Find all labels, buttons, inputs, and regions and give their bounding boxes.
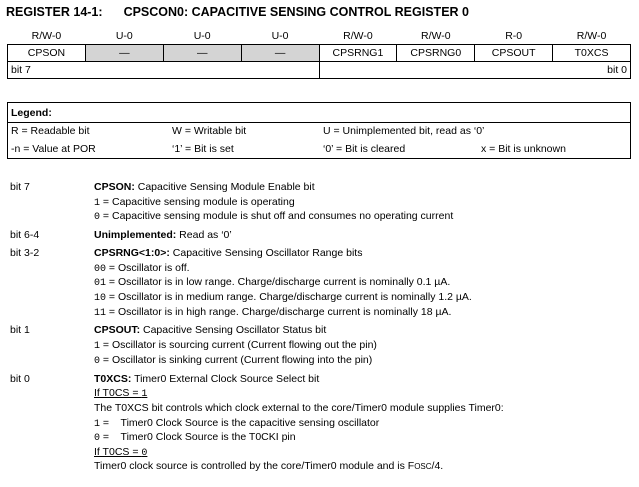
access-bit6: U-0 (115, 30, 133, 42)
bit0-desc: Timer0 External Clock Source Select bit (131, 373, 320, 385)
legend-unknown: x = Bit is unknown (481, 143, 566, 155)
bit1-label: bit 1 (10, 324, 30, 336)
legend-por: -n = Value at POR (11, 143, 96, 155)
bit32-desc: Capacitive Sensing Oscillator Range bits (169, 247, 363, 259)
access-bit0: R/W-0 (576, 30, 607, 42)
legend-readable: R = Readable bit (11, 125, 90, 137)
bit0-paragraph: The T0XCS bit controls which clock external to the core/Timer0 module supplies Timer0: (94, 402, 504, 414)
register-title (6, 5, 469, 19)
legend-box (7, 102, 631, 159)
bit32-option-11: 11 = Oscillator is in high range. Charge/discharge current is nominally 18 µA. (94, 306, 452, 319)
bit64-heading (94, 229, 232, 241)
bit0-heading (94, 373, 319, 385)
bit7-desc: Capacitive Sensing Module Enable bit (134, 181, 315, 193)
bit1-name: CPSOUT: (94, 324, 141, 336)
access-bit5: U-0 (193, 30, 211, 42)
access-row (8, 28, 631, 45)
bit32-name: CPSRNG<1:0>: (94, 247, 170, 259)
bit0-label: bit 0 (10, 373, 30, 385)
legend-set: ‘1’ = Bit is set (172, 143, 234, 155)
access-bit2: R/W-0 (421, 30, 451, 42)
register-bit-table (7, 28, 631, 79)
register-caption: CPSCON0: CAPACITIVE SENSING CONTROL REGISTER 0 (123, 5, 469, 19)
bit64-label: bit 6-4 (10, 229, 40, 241)
bit32-option-00: 00 = Oscillator is off. (94, 262, 190, 275)
access-bit7: R/W-0 (31, 30, 62, 42)
bit1-value1: 1 = Oscillator is sourcing current (Current flowing out the pin) (94, 339, 377, 352)
name-bit6: — (85, 45, 163, 62)
bit0-if-t0cs-0: If T0CS = 0 (94, 446, 148, 459)
name-bit1: CPSOUT (475, 45, 553, 62)
legend-divider (8, 122, 630, 123)
bit0-if-t0cs-1: If T0CS = 1 (94, 387, 148, 400)
bit-low-label: bit 0 (607, 64, 627, 76)
register-id: REGISTER 14-1: (6, 5, 103, 19)
name-bit7: CPSON (8, 45, 86, 62)
bit32-option-10: 10 = Oscillator is in medium range. Charge/discharge current is nominally 1.2 µA. (94, 291, 472, 304)
bit32-heading (94, 247, 362, 259)
bit-name-row (8, 45, 631, 62)
access-bit4: U-0 (271, 30, 289, 42)
bit64-desc: Read as ‘0’ (176, 229, 232, 241)
bit7-value0: 0 = Capacitive sensing module is shut off and consumes no operating current (94, 210, 454, 223)
legend-cleared: ‘0’ = Bit is cleared (323, 143, 406, 155)
legend-unimplemented: U = Unimplemented bit, read as ‘0’ (323, 125, 485, 137)
bit0-value0: 0 = Timer0 Clock Source is the T0CKI pin (94, 431, 296, 444)
name-bit3: CPSRNG1 (319, 45, 397, 62)
name-bit0: T0XCS (553, 45, 631, 62)
bit-number-row (8, 62, 631, 79)
bit7-value1: 1 = Capacitive sensing module is operating (94, 196, 295, 209)
name-bit2: CPSRNG0 (397, 45, 475, 62)
bit64-name: Unimplemented: (94, 229, 177, 241)
bit32-option-01: 01 = Oscillator is in low range. Charge/discharge current is nominally 0.1 µA. (94, 276, 451, 289)
name-bit5: — (163, 45, 241, 62)
legend-title: Legend: (11, 107, 52, 119)
access-bit3: R/W-0 (343, 30, 373, 42)
bit0-value1: 1 = Timer0 Clock Source is the capacitive sensing oscillator (94, 417, 380, 430)
bit-high-label: bit 7 (11, 64, 31, 76)
bit1-desc: Capacitive Sensing Oscillator Status bit (140, 324, 327, 336)
bit32-label: bit 3-2 (10, 247, 40, 259)
bit1-heading (94, 324, 326, 336)
bit1-value0: 0 = Oscillator is sinking current (Current flowing into the pin) (94, 354, 373, 367)
legend-writable: W = Writable bit (172, 125, 247, 137)
name-bit4: — (241, 45, 319, 62)
bit7-name: CPSON: (94, 181, 135, 193)
bit0-final: Timer0 clock source is controlled by the core/Timer0 module and is FOSC/4. (94, 460, 444, 472)
bit0-name: T0XCS: (94, 373, 132, 385)
access-bit1: R-0 (505, 30, 523, 42)
bit7-label: bit 7 (10, 181, 30, 193)
bit7-heading (94, 181, 315, 193)
